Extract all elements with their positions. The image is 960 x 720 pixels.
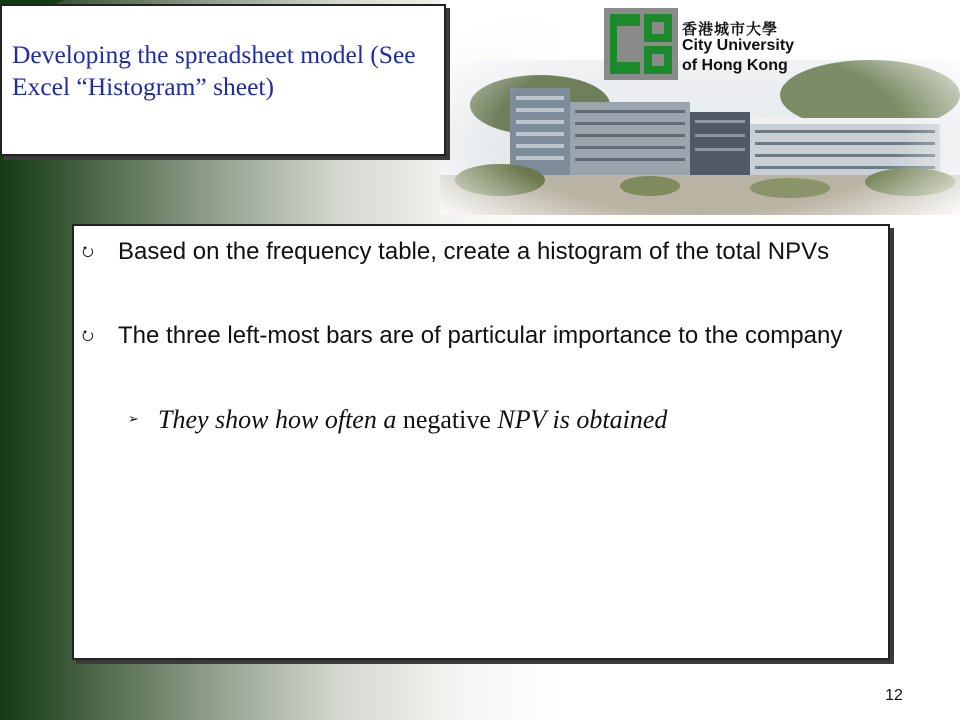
sub-bullet-text-part3: NPV is obtained <box>490 405 668 434</box>
cityu-emblem-icon <box>602 6 680 82</box>
logo-name-line2: of Hong Kong <box>682 57 788 74</box>
logo-name-line1: City University <box>682 37 795 54</box>
bullet-text: Based on the frequency table, create a histogram of the total NPVs <box>118 238 830 265</box>
bullet-item <box>82 320 872 352</box>
sub-bullet-item <box>128 404 868 436</box>
bullet-text: The three left-most bars are of particular importance to the company <box>118 322 843 349</box>
bullet-arrow-icon: ⭮ <box>82 328 94 344</box>
logo-chinese-name: 香港城市大學 <box>682 20 779 38</box>
sub-bullet-text-emphasis: negative <box>402 405 491 434</box>
sub-bullet-text <box>128 404 868 436</box>
sub-bullet-text-part1: They show how often a <box>158 405 403 434</box>
content-box <box>72 224 890 660</box>
page-number: 12 <box>885 687 903 704</box>
university-logo <box>602 6 852 86</box>
bullet-item <box>82 236 872 268</box>
slide-title: Developing the spreadsheet model (See Excel “Histogram” sheet) <box>12 40 416 101</box>
sub-bullet-arrow-icon: ➢ <box>128 412 139 427</box>
title-box <box>0 4 446 156</box>
bullet-arrow-icon: ⭮ <box>82 244 94 260</box>
